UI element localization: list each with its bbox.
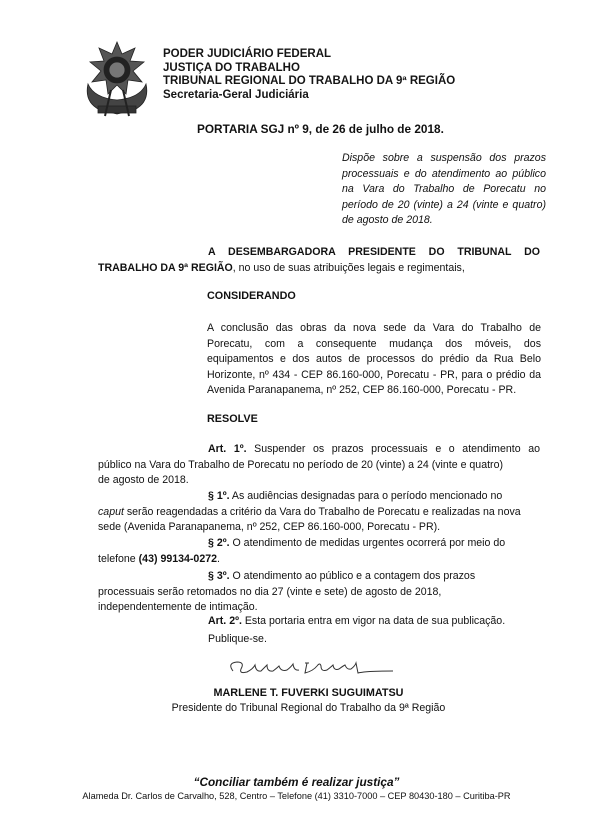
phone-number: (43) 99134-0272 (138, 552, 217, 565)
paragraph-3-line-3: independentemente de intimação. (98, 601, 258, 614)
signatory-role: Presidente do Tribunal Regional do Trabalho da 9ª Região (171, 702, 446, 714)
paragraph-3-line-1: O atendimento ao público e a contagem dos prazos (229, 570, 476, 582)
paragraph-1-line-2: serão reagendadas a critério da Vara do Trabalho de Porecatu e realizadas na nova (123, 505, 521, 518)
coat-of-arms-emblem (80, 40, 154, 120)
letterhead-line-2: JUSTIÇA DO TRABALHO (163, 61, 300, 74)
caput-term: caput (98, 505, 124, 518)
article-2 (208, 614, 505, 630)
publique-se: Publique-se. (208, 633, 267, 645)
article-1 (98, 442, 540, 489)
article-1-line-3: de agosto de 2018. (98, 474, 189, 487)
resolve-heading: RESOLVE (207, 413, 258, 425)
paragraph-3-line-2: processuais serão retomados no dia 27 (vinte e sete) de agosto de 2018, (98, 585, 442, 598)
article-2-label: Art. 2º. (208, 615, 242, 627)
article-2-text: Esta portaria entra em vigor na data de sua publicação. (241, 615, 506, 627)
article-1-line-1: Suspender os prazos processuais e o atendimento ao (246, 443, 540, 455)
paragraph-1-label: § 1º. (208, 490, 230, 502)
preamble (98, 245, 540, 276)
considerando-text: A conclusão das obras da nova sede da Vara do Trabalho de Porecatu, com a consequente mudança dos móveis, dos equipamentos e dos autos de processos do prédio da Rua Belo Horizonte, nº 434 - CEP 86.160-000, Porecatu - PR, para o prédio da Avenida Paranapanema, nº 252, CEP 86.160-000, Porecatu - PR. (207, 322, 541, 397)
letterhead-line-4: Secretaria-Geral Judiciária (163, 88, 309, 101)
ementa: Dispõe sobre a suspensão dos prazos processuais e do atendimento ao público na Vara do Trabalho de Porecatu no período de 20 (vinte) a 24 (vinte e quatro) de agosto de 2018. (342, 152, 546, 227)
preamble-bold-line-2: TRABALHO DA 9ª REGIÃO (98, 261, 233, 274)
letterhead-line-3: TRIBUNAL REGIONAL DO TRABALHO DA 9ª REGIÃO (163, 75, 456, 87)
paragraph-1-line-1: As audiências designadas para o período mencionado no (229, 490, 503, 502)
letterhead-line-1: PODER JUDICIÁRIO FEDERAL (163, 48, 332, 60)
document-title: PORTARIA SGJ nº 9, de 26 de julho de 2018. (197, 122, 444, 136)
handwritten-signature (225, 657, 395, 679)
preamble-bold-line-1: A DESEMBARGADORA PRESIDENTE DO TRIBUNAL DO (208, 246, 540, 258)
paragraph-2-line-2b: . (217, 552, 220, 565)
article-1-label: Art. 1º. (208, 443, 247, 455)
paragraph-2-line-2a: telefone (98, 552, 139, 565)
paragraph-1-line-3: sede (Avenida Paranapanema, nº 252, CEP 86.160-000, Porecatu - PR). (98, 521, 441, 534)
letterhead (163, 48, 455, 102)
paragraph-2-line-1: O atendimento de medidas urgentes ocorrerá por meio do (229, 537, 506, 549)
footer-address: Alameda Dr. Carlos de Carvalho, 528, Centro – Telefone (41) 3310-7000 – CEP 80430-180 – Curitiba-PR (82, 791, 511, 801)
considerando-heading: CONSIDERANDO (207, 290, 296, 302)
paragraph-3 (98, 569, 540, 616)
signatory-name: MARLENE T. FUVERKI SUGUIMATSU (213, 687, 404, 699)
paragraph-1 (98, 489, 540, 536)
article-1-line-2: público na Vara do Trabalho de Porecatu no período de 20 (vinte) a 24 (vinte e quatro) (98, 458, 503, 471)
paragraph-3-label: § 3º. (208, 570, 230, 582)
footer-motto: “Conciliar também é realizar justiça” (193, 775, 400, 789)
paragraph-2 (98, 536, 540, 567)
paragraph-2-label: § 2º. (208, 537, 230, 549)
preamble-rest: , no uso de suas atribuições legais e regimentais, (232, 261, 465, 274)
